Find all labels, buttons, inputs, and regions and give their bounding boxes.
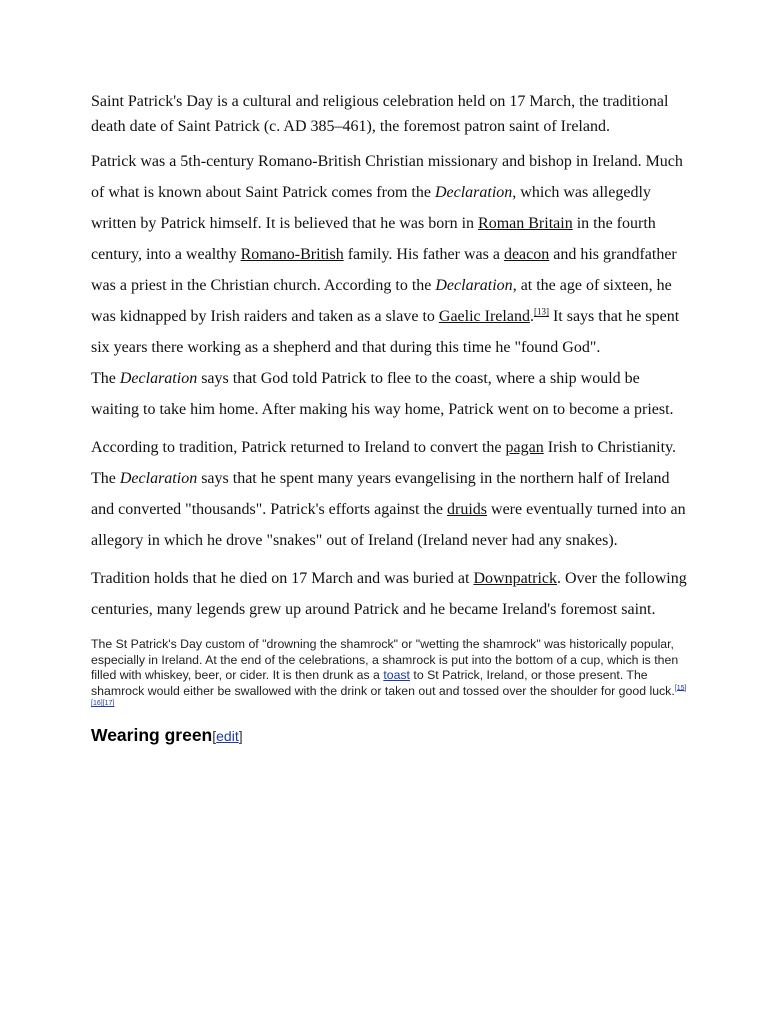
link-pagan[interactable]: pagan: [505, 439, 544, 456]
death-paragraph: [91, 563, 691, 625]
intro-paragraph: Saint Patrick's Day is a cultural and religious celebration held on 17 March, the traditional death date of Saint Patrick (c. AD 385–461), the foremost patron saint of Ireland.: [91, 93, 669, 135]
flee-paragraph: [91, 363, 691, 425]
text-span: According to tradition, Patrick returned to Ireland to convert the: [91, 439, 506, 456]
text-span: Patrick was a 5th-century Romano-British Christian missionary and bishop in Ireland. Much of what is known about Saint Patrick comes from the: [91, 153, 683, 201]
text-span: and his grandfather was a priest in the Christian church. According to the: [91, 246, 677, 294]
text-span: were eventually turned into an allegory in which he drove "snakes" out of Ireland (Ireland never had any snakes).: [91, 501, 686, 549]
text-span: in the fourth century, into a wealthy: [91, 215, 656, 263]
link-roman-britain[interactable]: Roman Britain: [478, 215, 573, 232]
text-span: , at the age of sixteen, he was kidnapped by Irish raiders and taken as a slave to: [91, 277, 672, 325]
text-span: to St Patrick, Ireland, or those present. The shamrock would either be swallowed with the drink or taken out and tossed over the shoulder for good luck.: [91, 668, 675, 698]
text-span: says that he spent many years evangelising in the northern half of Ireland and converted "thousands". Patrick's efforts against the: [91, 470, 670, 518]
conversion-paragraph: [91, 432, 691, 556]
text-span: Irish to Christianity. The: [91, 439, 677, 487]
text-span: .: [529, 308, 534, 325]
edit-bracket-open: [: [212, 727, 217, 744]
declaration-title: Declaration: [434, 184, 513, 201]
link-druids[interactable]: druids: [447, 501, 488, 518]
link-deacon[interactable]: deacon: [503, 246, 550, 263]
edit-section-link[interactable]: edit: [216, 727, 239, 744]
shamrock-paragraph: [91, 637, 691, 715]
edit-section: [212, 728, 242, 744]
article: [91, 90, 691, 746]
link-gaelic-ireland[interactable]: Gaelic Ireland: [438, 308, 530, 325]
text-span: says that God told Patrick to flee to the coast, where a ship would be waiting to take him home. After making his way home, Patrick went on to become a priest.: [91, 370, 674, 418]
link-toast[interactable]: toast: [383, 668, 410, 682]
patrick-biography-paragraph: [91, 146, 691, 363]
section-heading-text: Wearing green: [91, 724, 213, 745]
section-heading-wearing-green: [91, 725, 691, 746]
text-span: The: [91, 370, 120, 387]
declaration-title: Declaration: [119, 370, 198, 387]
link-romano-british[interactable]: Romano-British: [240, 246, 344, 263]
text-span: It says that he spent six years there working as a shepherd and that during this time he "found God".: [91, 308, 680, 356]
declaration-title: Declaration: [119, 470, 198, 487]
text-span: family. His father was a: [343, 246, 504, 263]
link-downpatrick[interactable]: Downpatrick: [473, 570, 557, 587]
text-span: . Over the following centuries, many legends grew up around Patrick and he became Ireland's foremost saint.: [91, 570, 687, 618]
text-span: Tradition holds that he died on 17 March and was buried at: [91, 570, 474, 587]
edit-bracket-close: ]: [238, 727, 243, 744]
text-span: The St Patrick's Day custom of "drowning the shamrock" or "wetting the shamrock" was historically popular, especially in Ireland. At the end of the celebrations, a shamrock is put into the bottom of a cup, which is then filled with whiskey, beer, or cider. It is then drunk as a: [91, 637, 679, 682]
citation-13-link[interactable]: [13]: [533, 306, 549, 317]
citation-15-16-17-links[interactable]: [15][16][17]: [91, 684, 687, 707]
declaration-title: Declaration: [435, 277, 513, 294]
text-span: , which was allegedly written by Patrick himself. It is believed that he was born in: [91, 184, 651, 232]
